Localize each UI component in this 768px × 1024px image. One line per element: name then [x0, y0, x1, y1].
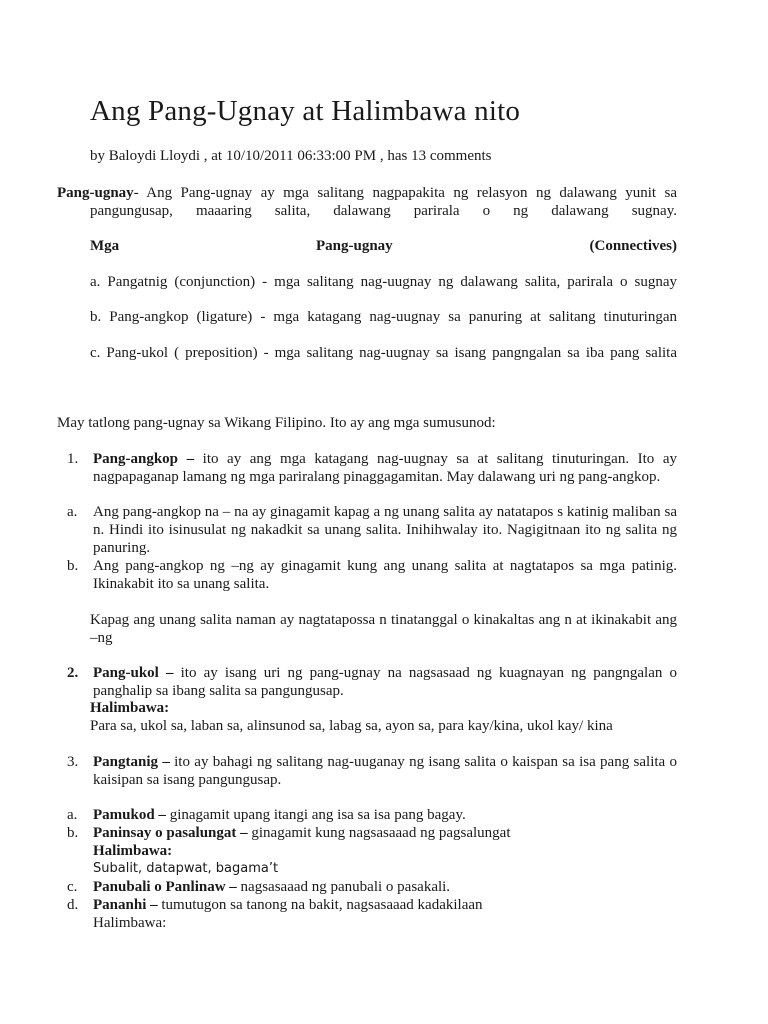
type-conjunction: a. Pangatnig (conjunction) - mga salitang nag-uugnay ng dalawang salita, parirala o sugnay — [90, 274, 677, 290]
item-term: Pang-angkop – — [93, 451, 195, 467]
example-label-plain: Halimbawa: — [93, 915, 167, 931]
sub-text: Ang pang-angkop na – na ay ginagamit kapag a ng unang salita ay natatapos s katinig maliban sa n. Hindi ito isinusulat ng nakadkit sa unang salita. Inihihwalay ito. Nagigitnaan ito ng salita ng panuring. — [93, 504, 677, 556]
intro-paragraph — [57, 184, 677, 220]
sub-mark: a. — [67, 504, 78, 520]
sub-mark: b. — [67, 825, 79, 841]
examples-text: Subalit, datapwat, bagama’t — [93, 861, 279, 876]
type-ligature: b. Pang-angkop (ligature) - mga katagang nag-uugnay sa panuring at salitang tinuturingan — [90, 309, 677, 325]
example-label: Halimbawa: — [90, 700, 170, 716]
item-term: Pangtanig – — [93, 754, 170, 770]
sub-mark: b. — [67, 558, 79, 574]
intro-line2: pangungusap, maaaring salita, dalawang parirala o ng dalawang sugnay. — [90, 203, 677, 219]
three-intro: May tatlong pang-ugnay sa Wikang Filipino. Ito ay ang mga sumusunod: — [57, 415, 496, 431]
sub-item-pamukod — [57, 806, 677, 824]
connectives-heading-middle: Pang-ugnay — [316, 238, 393, 254]
sub-text: tumutugon sa tanong na bakit, nagsasaaad kadakilaan — [157, 897, 483, 913]
sub-item-ng — [57, 557, 677, 593]
connectives-heading-left: Mga — [90, 238, 120, 254]
list-item-pang-angkop — [57, 450, 677, 486]
sub-text: ginagamit upang itangi ang isa sa isa pang bagay. — [165, 807, 466, 823]
example-label: Halimbawa: — [93, 843, 173, 859]
intro-term: Pang-ugnay — [57, 185, 134, 201]
intro-line1: - Ang Pang-ugnay ay mga salitang nagpapakita ng relasyon ng dalawang yunit sa — [133, 185, 677, 201]
list-number: 2. — [67, 665, 79, 681]
type-preposition: c. Pang-ukol ( preposition) - mga salitang nag-uugnay sa isang pangngalan sa iba pang salita — [90, 345, 677, 361]
sub-text: Ang pang-angkop ng –ng ay ginagamit kung ang unang salita at nagtatapos sa mga patinig. Ikinakabit ito sa unang salita. — [93, 558, 677, 592]
list-item-pangtanig — [57, 753, 677, 789]
list-item-pang-ukol — [57, 664, 677, 700]
sub-mark: d. — [67, 897, 79, 913]
sub-mark: a. — [67, 807, 78, 823]
sub-term: Paninsay o pasalungat – — [93, 825, 248, 841]
sub-term: Pananhi – — [93, 897, 158, 913]
connectives-heading — [90, 237, 677, 255]
item-text: ito ay bahagi ng salitang nag-uuganay ng isang salita o kaispan sa isa pang salita o kaisipan sa isang pangungusap. — [93, 754, 677, 788]
page-title: Ang Pang-Ugnay at Halimbawa nito — [90, 95, 521, 127]
byline: by Baloydi Lloydi , at 10/10/2011 06:33:00 PM , has 13 comments — [90, 148, 492, 164]
item-text: ito ay isang uri ng pang-ugnay na nagsasaad ng kuagnayan ng pangngalan o panghalip sa ibang salita sa pangungusap. — [93, 665, 677, 699]
list-number: 1. — [67, 451, 79, 467]
sub-text: nagsasaaad ng panubali o pasakali. — [236, 879, 451, 895]
sub-term: Pamukod – — [93, 807, 166, 823]
connectives-heading-right: (Connectives) — [589, 238, 677, 254]
sub-mark: c. — [67, 879, 78, 895]
examples-text: Para sa, ukol sa, laban sa, alinsunod sa, labag sa, ayon sa, para kay/kina, ukol kay/ kina — [90, 718, 613, 734]
sub-item-na — [57, 503, 677, 557]
item1-note: Kapag ang unang salita naman ay nagtatapossa n tinatanggal o kinakaltas ang n at ikinakabit ang –ng — [90, 612, 677, 646]
item-text: ito ay ang mga katagang nag-uugnay sa at salitang tinuturingan. Ito ay nagpapaganap lamang ng mga pariralang pinaggagamitan. May dalawang uri ng pang-angkop. — [93, 451, 678, 485]
sub-text: ginagamit kung nagsasaaad ng pagsalungat — [247, 825, 511, 841]
sub-item-pananhi — [57, 896, 677, 914]
list-number: 3. — [67, 754, 79, 770]
sub-item-paninsay — [57, 824, 677, 842]
sub-term: Panubali o Panlinaw – — [93, 879, 237, 895]
item-term: Pang-ukol – — [93, 665, 174, 681]
sub-item-panubali — [57, 878, 677, 896]
